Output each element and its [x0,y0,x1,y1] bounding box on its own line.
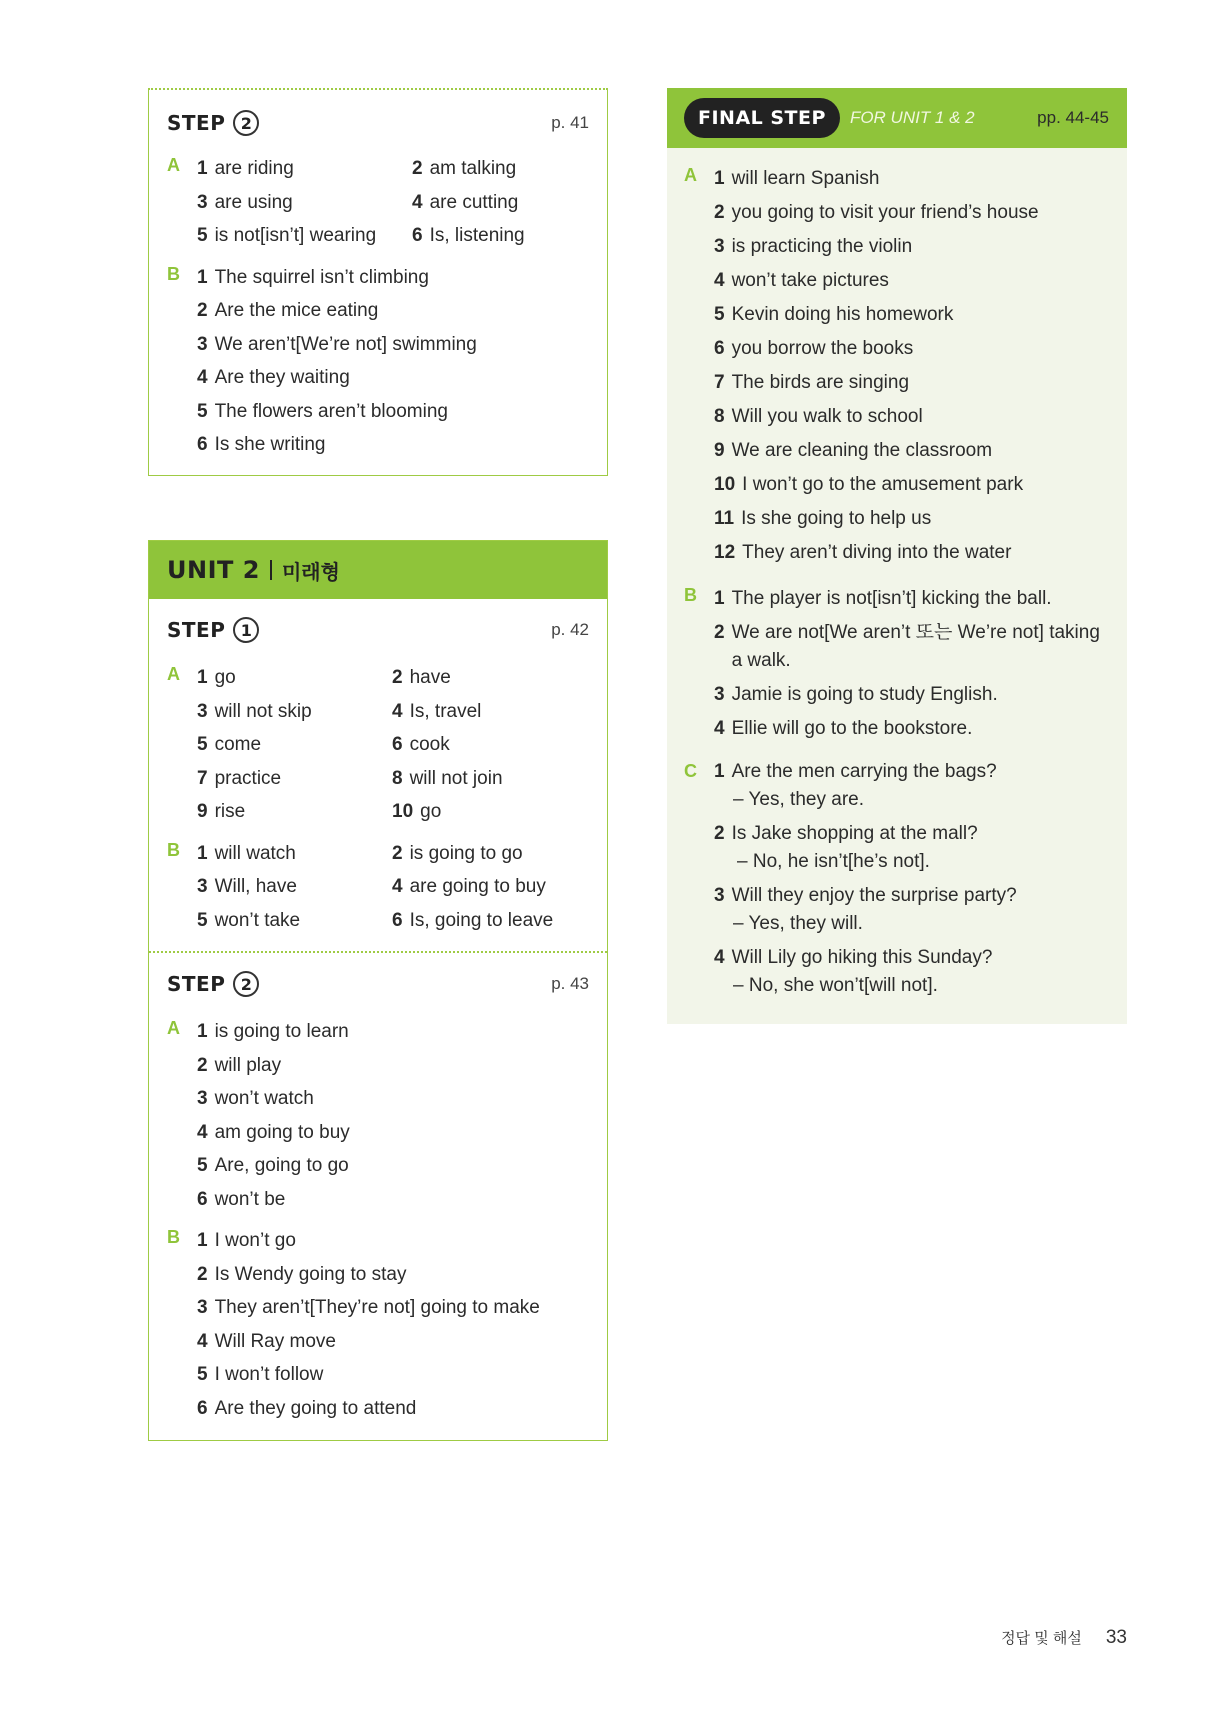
unit2-step1-section [149,599,607,951]
answer-item: 9 rise [197,801,246,822]
answer-item: 3 is practicing the violin [714,236,913,257]
unit-subtitle: 미래형 [281,561,340,584]
final-step-header [667,88,1127,148]
group-label: A [167,664,180,684]
answer-item: 2 have [392,667,451,688]
answer-item: 2 Is Wendy going to stay [197,1263,407,1285]
unit-header [149,541,607,599]
answer-item: 11 Is she going to help us [714,508,932,529]
group-label: B [167,839,180,860]
answer-item: 1 will watch [197,842,296,864]
step-title [167,110,259,136]
answer-item: 9 We are cleaning the classroom [714,440,993,461]
answer-item: 6 cook [392,734,450,755]
answer-item: 4 Is, travel [392,700,482,722]
answer-item: 4 Are they waiting [197,367,350,388]
group-a [684,162,1110,570]
final-step-body [667,148,1127,1000]
answer-item: 3 will not skip [197,700,312,722]
answer-item: 5 is not[isn’t] wearing [197,225,377,246]
answer-item: 4 are cutting [412,191,519,213]
group-label: A [167,155,180,175]
step-label: STEP [167,618,226,642]
group-c [684,758,1110,1000]
answer-list [714,758,1017,1000]
answer-item: 3 Will they enjoy the surprise party? – Yes, they will. [714,882,1017,938]
step-title [167,971,259,997]
answer-item: 2 is going to go [392,842,523,864]
final-step-title: FINAL STEP [684,98,840,138]
answer-list [197,1015,350,1216]
answer-item: 2 am talking [412,158,517,179]
answer-item: 5 come [197,734,262,755]
answer-item: 7 The birds are singing [714,372,910,393]
final-step-box [667,88,1127,1024]
answer-response: – Yes, they are. [733,789,864,810]
unit2-step2-section [149,953,607,1441]
answer-item: 3 are using [197,191,293,213]
answer-item: 1 is going to learn [197,1021,349,1042]
step-label: STEP [167,972,226,996]
answer-item: 1 are riding [197,158,294,179]
answer-item: 2 Are the mice eating [197,300,379,321]
step-label: STEP [167,111,226,135]
answer-item: 1 Are the men carrying the bags? – Yes, they are. [714,758,1017,814]
group-label: C [684,761,697,781]
answer-item: 5 The flowers aren’t blooming [197,400,448,422]
answer-item: 8 Will you walk to school [714,406,923,427]
answer-item: 5 Kevin doing his homework [714,304,954,325]
group-label: B [167,263,180,284]
answer-list [714,582,1109,746]
answer-item: 3 Jamie is going to study English. [714,684,998,705]
unit2-box [148,540,608,1441]
answer-item: 7 practice [197,767,282,789]
answer-item: 6 you borrow the books [714,338,914,359]
step-title [167,617,259,643]
answer-item: 2 will play [197,1054,282,1076]
section-header [167,613,589,647]
answer-item: 5 won’t take [197,909,301,931]
step-number-circle: 2 [233,110,259,136]
answer-item: 4 won’t take pictures [714,270,889,291]
answer-item: 10 go [392,801,442,822]
section-header [167,106,589,140]
answer-item: 4 am going to buy [197,1121,350,1143]
group-label: A [167,1018,180,1038]
answer-item: 10 I won’t go to the amusement park [714,474,1024,495]
group-label: B [684,585,697,605]
final-step-scope: FOR UNIT 1 & 2 [849,108,975,127]
answer-item: 4 Will Lily go hiking this Sunday? – No, she won’t[will not]. [714,944,1017,1000]
unit-title: UNIT 2 [167,556,260,584]
page-number: 33 [1105,1627,1127,1648]
answer-item: 6 Is, listening [412,225,525,246]
answer-item: 8 will not join [392,767,503,789]
answer-item: 12 They aren’t diving into the water [714,542,1012,563]
page-reference: pp. 44-45 [1037,108,1109,127]
group-b [684,582,1110,746]
answer-grid [197,837,553,938]
answer-item: 4 Ellie will go to the bookstore. [714,718,973,739]
answer-item: 1 The squirrel isn’t climbing [197,266,429,288]
answer-response: – No, he isn’t[he’s not]. [737,851,930,872]
group-b [167,837,589,938]
answer-item: 6 Are they going to attend [197,1397,417,1419]
answer-item: 3 They aren’t[They’re not] going to make [197,1297,540,1318]
group-label: A [684,165,697,185]
answer-item: 1 will learn Spanish [714,168,880,189]
group-a [167,152,589,253]
page-reference: p. 43 [551,974,589,993]
group-b [167,261,589,462]
answer-item: 3 Will, have [197,876,297,897]
answer-list [714,162,1039,570]
answer-item: 3 won’t watch [197,1088,314,1109]
answer-grid [197,661,503,829]
unit-divider [270,560,272,580]
page-reference: p. 42 [551,620,589,639]
answer-item: 3 We aren’t[We’re not] swimming [197,333,477,355]
answer-response: – Yes, they will. [733,913,863,934]
answer-item: 5 I won’t follow [197,1364,324,1385]
answer-item: 6 Is she writing [197,434,326,455]
group-a [167,1015,589,1216]
unit1-step2-section [149,90,607,478]
unit1-step2-box [148,88,608,476]
answer-item: 5 Are, going to go [197,1155,349,1176]
group-b [167,1224,589,1425]
answer-item: 2 Is Jake shopping at the mall? – No, he isn’t[he’s not]. [714,820,1017,876]
answer-item: 1 The player is not[isn’t] kicking the ball. [714,588,1052,609]
answer-list [197,261,477,462]
answer-response: – No, she won’t[will not]. [733,975,938,996]
group-a [167,661,589,829]
step-number-circle: 1 [233,617,259,643]
answer-item: 4 are going to buy [392,876,546,897]
answer-list [197,1224,540,1425]
section-header [167,967,589,1001]
answer-item: 1 I won’t go [197,1230,296,1251]
answer-item: 1 go [197,667,236,688]
answer-item: 6 won’t be [197,1188,286,1210]
answer-item: 2 you going to visit your friend’s house [714,202,1039,223]
footer-label: 정답 및 해설 [1001,1630,1082,1647]
step-number-circle: 2 [233,971,259,997]
answer-item: 6 Is, going to leave [392,909,554,931]
answer-item: 4 Will Ray move [197,1330,336,1352]
group-label: B [167,1227,180,1247]
page-footer [1001,1627,1127,1649]
answer-item: 2 We are not[We aren’t 또는 We’re not] taking a walk. [714,622,1100,671]
page-reference: p. 41 [551,113,589,132]
answer-grid [197,152,525,253]
